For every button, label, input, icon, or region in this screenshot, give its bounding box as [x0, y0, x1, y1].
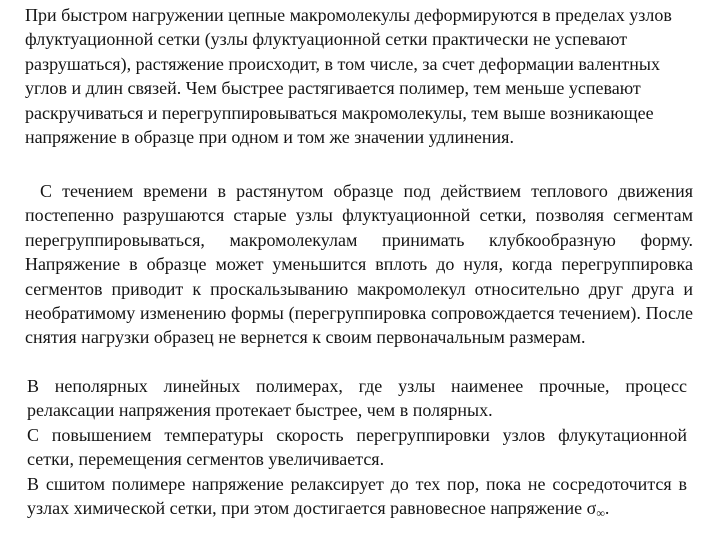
- paragraph-fast-loading: При быстром нагружении цепные макромолекулы деформируются в пределах узлов флуктуационной сетки (узлы флуктуационной сетки практически не успевают разрушаться), растяжение происходит, в том числе, за счет деформации валентных углов и длин связей. Чем быстрее растягивается полимер, тем меньше успевают раскручиваться и перегруппировываться макромолекулы, тем выше возникающее напряжение в образце при одном и том же значении удлинения.: [25, 5, 672, 148]
- infinity-subscript: ∞: [596, 506, 605, 521]
- paragraph-stress-relaxation-over-time: С течением времени в растянутом образце под действием теплового движения постепенно разрушаются старые узлы флуктуационной сетки, позволяя сегментам перегруппировываться, макромолекулам принимать клубкообразную форму. Напряжение в образце может уменьшится вплоть до нуля, когда перегруппировка сегментов приводит к проскальзыванию макромолекул относительно друг друга и необратимому изменению формы (перегруппировка сопровождается течением). После снятия нагрузки образец не вернется к своим первоначальным размерам.: [25, 181, 693, 348]
- paragraph-temperature-effect: С повышением температуры скорость перегруппировки узлов флукутационной сетки, перемещения сегментов увеличивается.: [27, 425, 687, 470]
- paragraph-nonpolar-polymers: В неполярных линейных полимерах, где узлы наименее прочные, процесс релаксации напряжения протекает быстрее, чем в полярных.: [27, 376, 687, 421]
- paragraph-crosslinked-polymer: [27, 472, 687, 521]
- crosslinked-text: В сшитом полимере напряжение релаксирует до тех пор, пока не сосредоточится в узлах химической сетки, при этом достигается равновесное напряжение σ: [27, 474, 687, 519]
- sentence-end: .: [604, 498, 610, 519]
